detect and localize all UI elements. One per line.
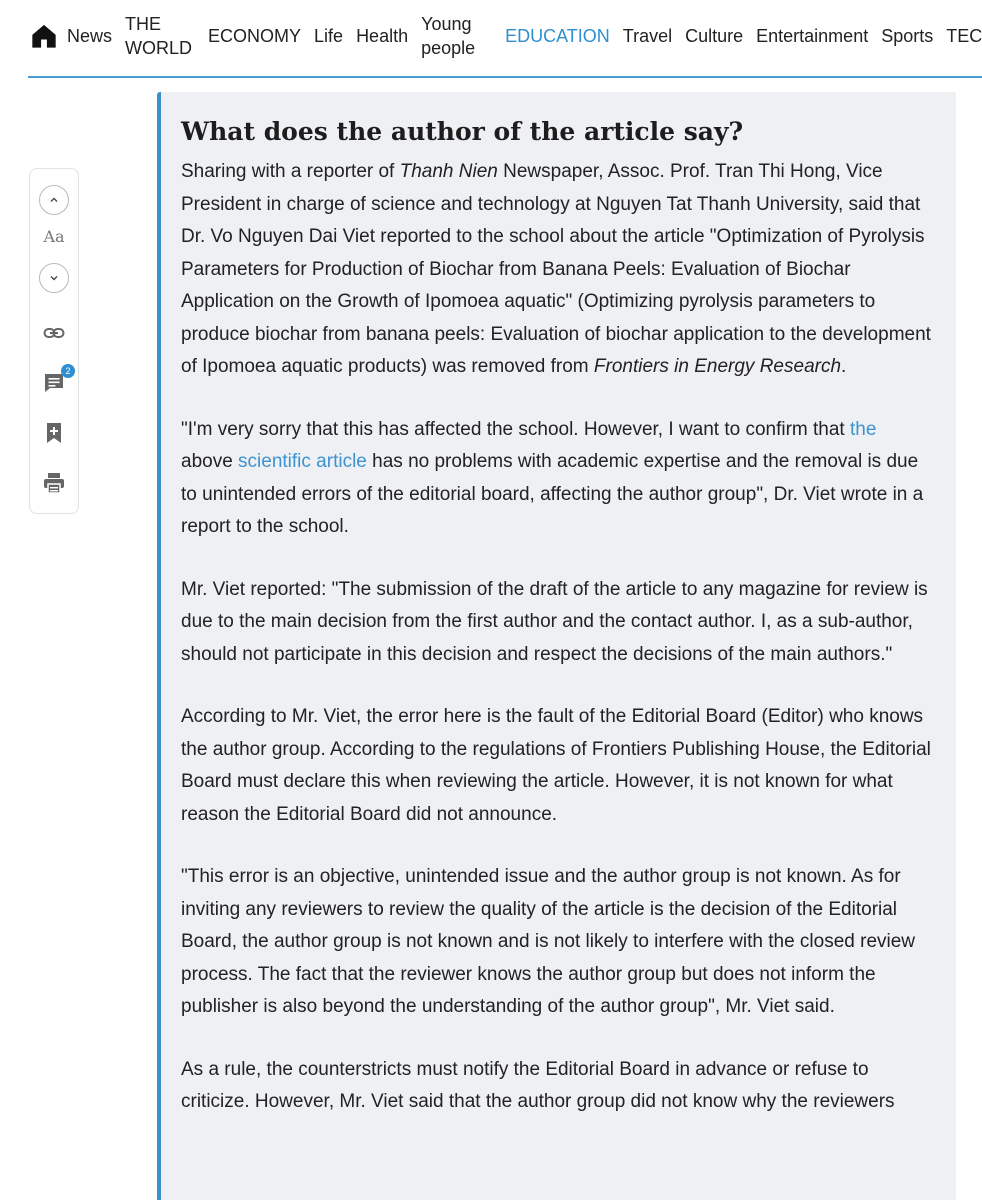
nav-item-technology[interactable]: TEC <box>946 26 982 46</box>
nav-item-life[interactable]: Life <box>314 26 344 46</box>
newspaper-name: Thanh Nien <box>399 161 498 182</box>
paragraph-5: "This error is an objective, unintended issue and the author group is not known. As for inviting any reviewers to review the quality of the article is the decision of the Editorial Board, the author group is not known and is not likely to interfere with the closed review process. The fact that the reviewer knows the author group but does not inform the publisher is also beyond the understanding of the author group", Mr. Viet said. <box>181 866 916 1017</box>
font-size-label: Aa <box>43 227 65 246</box>
nav-item-news[interactable]: News <box>67 26 113 46</box>
nav-menu <box>67 0 982 72</box>
paragraph-1: Sharing with a reporter of Thanh Nien Newspaper, Assoc. Prof. Tran Thi Hong, Vice President in charge of science and technology at Nguyen Tat Thanh University, said that Dr. Vo Nguyen Dai Viet reported to the school about the article "Optimization of Pyrolysis Parameters for Production of Biochar from Banana Peels: Evaluation of Biochar Application on the Growth of Ipomoea aquatic" (Optimizing pyrolysis parameters to produce biochar from banana peels: Evaluation of biochar application to the development of Ipomoea aquatic products) was removed from Frontiers in Energy Research. <box>181 161 931 377</box>
article-callout-box <box>157 92 956 1200</box>
journal-name: Frontiers in Energy Research <box>593 356 842 377</box>
link-icon[interactable] <box>42 321 66 345</box>
link-the[interactable]: the <box>849 418 877 440</box>
nav-item-economy[interactable]: ECONOMY <box>208 26 302 46</box>
font-increase-button[interactable] <box>39 185 69 215</box>
print-icon[interactable] <box>42 471 66 495</box>
nav-item-the-world[interactable]: THE WORLD <box>125 14 193 58</box>
nav-item-health[interactable]: Health <box>356 26 409 46</box>
comment-count-badge: 2 <box>61 364 75 378</box>
nav-divider <box>28 76 982 78</box>
nav-item-young-people[interactable]: Young people <box>421 14 476 58</box>
bookmark-add-icon[interactable] <box>42 421 66 445</box>
nav-item-entertainment[interactable]: Entertainment <box>756 26 869 46</box>
paragraph-2: "I'm very sorry that this has affected the school. However, I want to confirm that the above scientific article has no problems with academic expertise and the removal is due to unintended errors of the editorial board, affecting the author group", Dr. Viet wrote in a report to the school. <box>181 418 924 537</box>
chevron-down-icon <box>48 272 60 284</box>
chevron-up-icon <box>48 194 60 206</box>
section-heading: What does the author of the article say? <box>181 117 744 146</box>
article-toolbar <box>29 168 79 514</box>
top-navigation <box>0 0 982 78</box>
nav-item-travel[interactable]: Travel <box>622 26 673 46</box>
nav-item-sports[interactable]: Sports <box>881 26 934 46</box>
font-decrease-button[interactable] <box>39 263 69 293</box>
paragraph-4: According to Mr. Viet, the error here is the fault of the Editorial Board (Editor) who knows the author group. According to the regulations of Frontiers Publishing House, the Editorial Board must declare this when reviewing the article. However, it is not known for what reason the Editorial Board did not announce. <box>181 706 931 825</box>
link-scientific-article[interactable]: scientific article <box>238 451 367 472</box>
nav-item-culture[interactable]: Culture <box>685 26 744 46</box>
nav-item-education[interactable]: EDUCATION <box>505 26 610 46</box>
paragraph-6: As a rule, the counterstricts must notify the Editorial Board in advance or refuse to criticize. However, Mr. Viet said that the author group did not know why the reviewers <box>181 1058 895 1112</box>
home-icon[interactable] <box>30 22 58 50</box>
paragraph-3: Mr. Viet reported: "The submission of the draft of the article to any magazine for review is due to the main decision from the first author and the contact author. I, as a sub-author, should not participate in this decision and respect the decisions of the main authors." <box>181 578 928 665</box>
